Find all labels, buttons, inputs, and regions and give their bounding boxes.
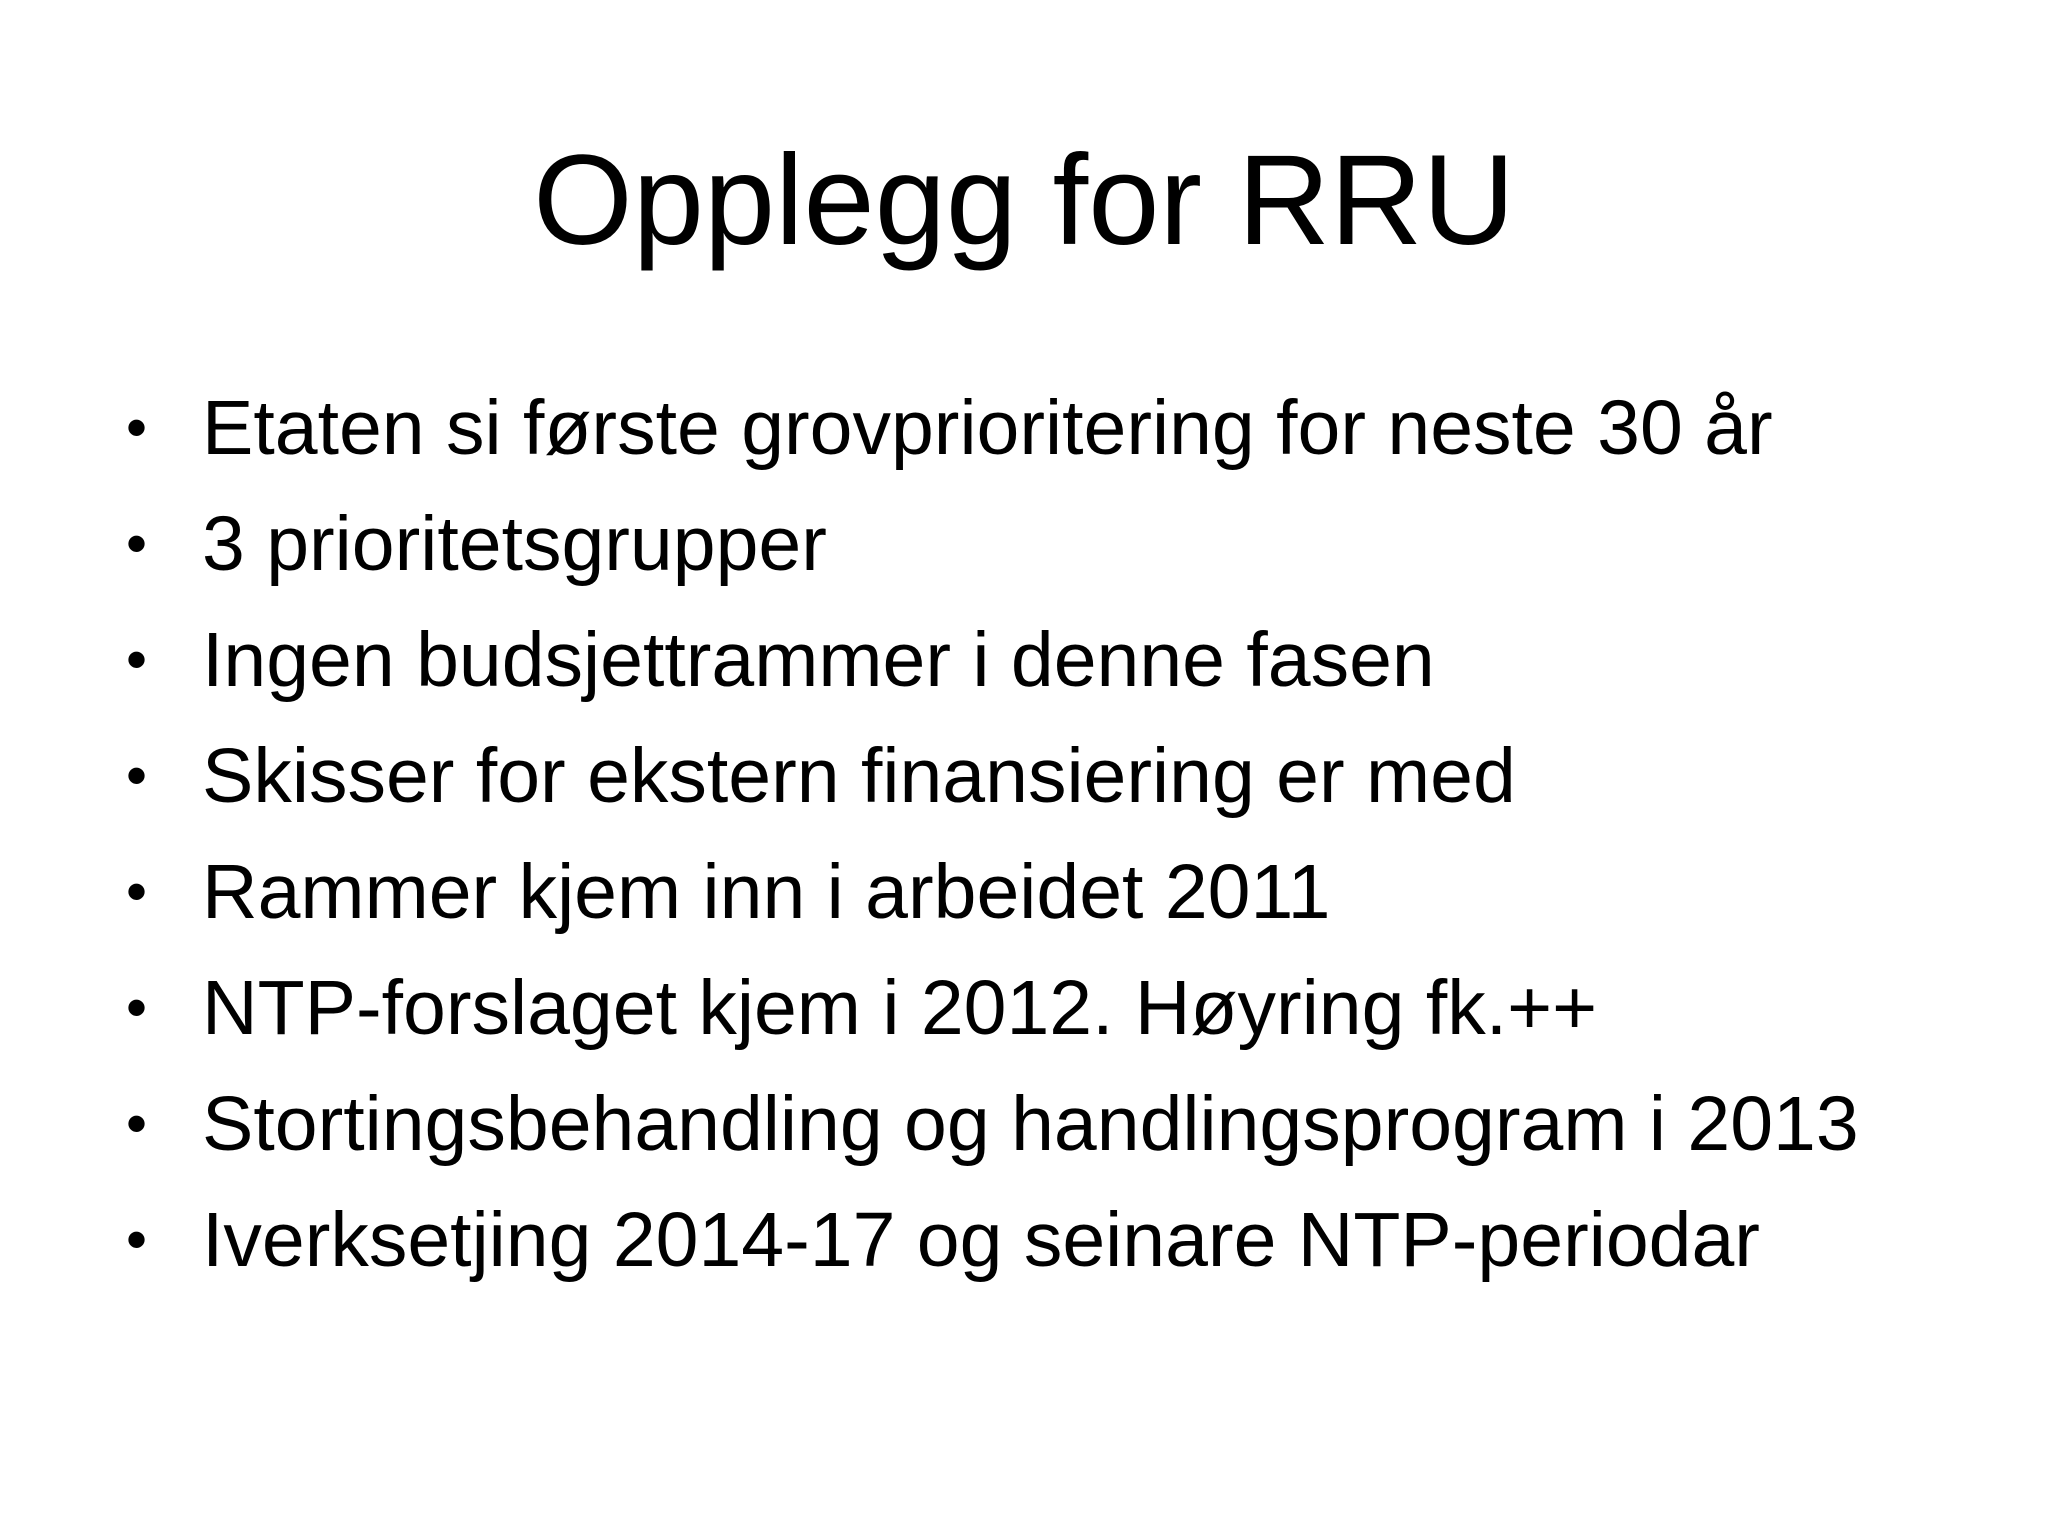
- bullet-text: Skisser for ekstern finansiering er med: [202, 733, 1516, 819]
- bullet-text: Etaten si første grovprioritering for neste 30 år: [202, 385, 1773, 471]
- bullet-icon: •: [126, 858, 148, 925]
- bullet-item: [120, 718, 2000, 834]
- bullet-text: Rammer kjem inn i arbeidet 2011: [202, 849, 1331, 935]
- slide-title: Opplegg for RRU: [533, 129, 1515, 272]
- bullet-item: [120, 950, 2000, 1066]
- bullet-item: [120, 370, 2000, 486]
- bullet-icon: •: [126, 742, 148, 809]
- bullet-item: [120, 486, 2000, 602]
- bullet-icon: •: [126, 510, 148, 577]
- bullet-item: [120, 834, 2000, 950]
- bullet-icon: •: [126, 626, 148, 693]
- bullet-item: [120, 1066, 2000, 1182]
- bullet-text: 3 prioritetsgrupper: [202, 501, 827, 587]
- bullet-item: [120, 602, 2000, 718]
- bullet-icon: •: [126, 974, 148, 1041]
- bullet-list: [120, 370, 2000, 1298]
- bullet-item: [120, 1182, 2000, 1298]
- bullet-text: Iverksetjing 2014-17 og seinare NTP-periodar: [202, 1197, 1760, 1283]
- bullet-icon: •: [126, 1206, 148, 1273]
- bullet-text: Ingen budsjettrammer i denne fasen: [202, 617, 1435, 703]
- bullet-icon: •: [126, 1090, 148, 1157]
- bullet-text: NTP-forslaget kjem i 2012. Høyring fk.++: [202, 965, 1598, 1051]
- bullet-text: Stortingsbehandling og handlingsprogram i 2013: [202, 1081, 1859, 1167]
- bullet-icon: •: [126, 394, 148, 461]
